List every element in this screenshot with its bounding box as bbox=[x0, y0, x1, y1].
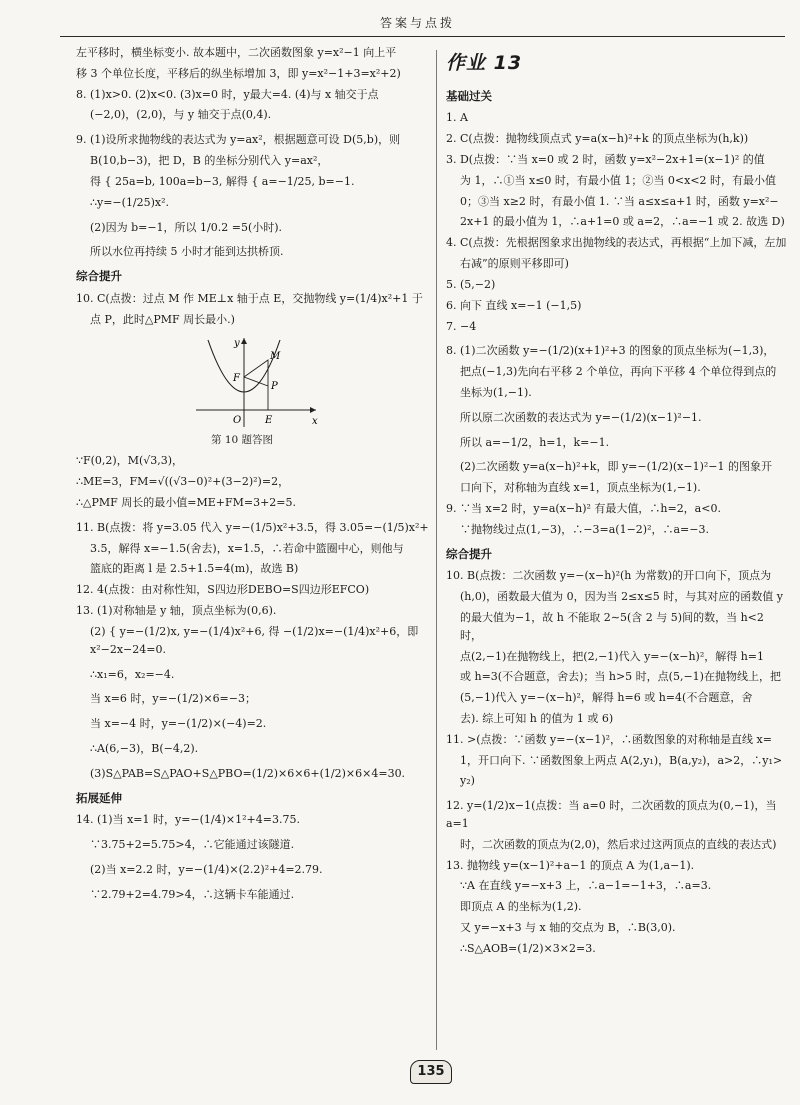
right-line: 2. C(点拨：抛物线顶点式 y=a(x−h)²+k 的顶点坐标为(h,k)) bbox=[446, 132, 749, 146]
right-line: 为 1，∴①当 x≤0 时，有最小值 1；②当 0<x<2 时，有最小值 bbox=[460, 173, 777, 187]
figure-container bbox=[186, 332, 326, 432]
right-line: 9. ∵当 x=2 时，y=a(x−h)² 有最大值，∴h=2，a<0. bbox=[446, 502, 721, 516]
left-line: 篮底的距离 l 是 2.5+1.5=4(m)，故选 B) bbox=[90, 562, 299, 576]
left-line: 所以水位再持续 5 小时才能到达拱桥顶. bbox=[90, 245, 284, 259]
fig-label-P: P bbox=[271, 381, 278, 393]
right-line: 5. (5,−2) bbox=[446, 277, 496, 291]
left-line: (3)S△PAB=S△PAO+S△PBO=(1/2)×6×6+(1/2)×6×4=30. bbox=[90, 766, 406, 780]
parabola-figure bbox=[186, 332, 326, 432]
right-line: y₂) bbox=[460, 774, 475, 788]
right-line: 又 y=−x+3 与 x 轴的交点为 B，∴B(3,0). bbox=[460, 921, 676, 935]
right-line: 2x+1 的最小值为 1，∴a+1=0 或 a=2，∴a=−1 或 2. 故选 D) bbox=[460, 215, 785, 229]
section-heading: 综合提升 bbox=[76, 269, 122, 284]
right-line: (5,−1)代入 y=−(x−h)²，解得 h=6 或 h=4(不合题意，舍 bbox=[460, 691, 753, 705]
homework-title: 作业 13 bbox=[446, 52, 523, 74]
fig-label-F: F bbox=[233, 373, 240, 385]
right-line: (h,0)，函数最大值为 0，因为当 2≤x≤5 时，与其对应的函数值 y bbox=[460, 590, 783, 604]
fig-label-x: x bbox=[312, 416, 318, 428]
left-line: 点 P，此时△PMF 周长最小.) bbox=[90, 312, 235, 326]
right-line: 12. y=(1/2)x−1(点拨：当 a=0 时，二次函数的顶点为(0,−1)，当 a=1 bbox=[446, 799, 777, 831]
column-divider bbox=[436, 50, 437, 1050]
right-line: 点(2,−1)在抛物线上，把(2,−1)代入 y=−(x−h)²，解得 h=1 bbox=[460, 649, 765, 663]
right-line: ∴S△AOB=(1/2)×3×2=3. bbox=[460, 941, 596, 955]
right-line: 0；③当 x≥2 时，有最小值 1. ∵当 a≤x≤a+1 时，函数 y=x²− bbox=[460, 194, 779, 208]
page-number: 135 bbox=[410, 1060, 452, 1084]
right-line: 1，开口向下. ∵函数图象上两点 A(2,y₁)，B(a,y₂)，a>2，∴y₁> bbox=[460, 753, 783, 767]
right-line: 7. −4 bbox=[446, 319, 477, 333]
left-line: ∴△PMF 周长的最小值=ME+FM=3+2=5. bbox=[76, 496, 297, 509]
right-line: 坐标为(1,−1). bbox=[460, 385, 532, 399]
right-line: 8. (1)二次函数 y=−(1/2)(x+1)²+3 的图象的顶点坐标为(−1,3)， bbox=[446, 344, 775, 358]
left-line: ∴x₁=6，x₂=−4. bbox=[90, 667, 175, 681]
right-line: 1. A bbox=[446, 111, 468, 125]
section-heading: 基础过关 bbox=[446, 88, 492, 103]
left-line: 当 x=6 时，y=−(1/2)×6=−3； bbox=[90, 692, 256, 706]
left-line: ∴ME=3，FM=√((√3−0)²+(3−2)²)=2， bbox=[76, 475, 290, 489]
left-line: 11. B(点拨：将 y=3.05 代入 y=−(1/5)x²+3.5，得 3.05=−(1/5)x²+ bbox=[76, 520, 429, 534]
right-line: 10. B(点拨：二次函数 y=−(x−h)²(h 为常数)的开口向下，顶点为 bbox=[446, 569, 772, 583]
header-title: 答案与点拨 bbox=[379, 16, 455, 30]
left-line: 得 { 25a=b, 100a=b−3, 解得 { a=−1/25, b=−1. bbox=[90, 174, 355, 188]
right-column bbox=[446, 44, 788, 961]
right-line: 把点(−1,3)先向右平移 2 个单位，再向下平移 4 个单位得到点的 bbox=[460, 365, 777, 379]
left-line: ∵2.79+2=4.79>4，∴这辆卡车能通过. bbox=[90, 887, 295, 901]
left-line: ∴y=−(1/25)x². bbox=[90, 195, 170, 209]
right-line: 6. 向下 直线 x=−1 (−1,5) bbox=[446, 298, 582, 312]
left-line: 移 3 个单位长度，平移后的纵坐标增加 3，即 y=x²−1+3=x²+2) bbox=[76, 66, 401, 80]
right-line: 口向下，对称轴为直线 x=1，顶点坐标为(1,−1). bbox=[460, 481, 701, 495]
left-line: 10. C(点拨：过点 M 作 ME⊥x 轴于点 E，交抛物线 y=(1/4)x²+1 于 bbox=[76, 291, 423, 305]
right-line: 去). 综上可知 h 的值为 1 或 6) bbox=[460, 711, 614, 725]
right-line: 的最大值为−1，故 h 不能取 2∼5(含 2 与 5)间的数，当 h<2 时， bbox=[460, 610, 764, 642]
section-heading: 综合提升 bbox=[446, 546, 492, 561]
left-line: (2)因为 b=−1，所以 1/0.2 =5(小时). bbox=[90, 220, 283, 234]
right-line: 时，二次函数的顶点为(2,0)，然后求过这两顶点的直线的表达式) bbox=[460, 837, 777, 851]
fig-label-E: E bbox=[265, 415, 273, 427]
left-column bbox=[76, 44, 431, 906]
right-line: 所以原二次函数的表达式为 y=−(1/2)(x−1)²−1. bbox=[460, 410, 702, 424]
right-line: 4. C(点拨：先根据图象求出抛物线的表达式，再根据“上加下减，左加 bbox=[446, 236, 787, 250]
page-footer bbox=[410, 1060, 450, 1090]
left-line: 14. (1)当 x=1 时，y=−(1/4)×1²+4=3.75. bbox=[76, 813, 300, 827]
left-line: 9. (1)设所求抛物线的表达式为 y=ax²，根据题意可设 D(5,b)，则 bbox=[76, 133, 401, 147]
right-line: 3. D(点拨：∵当 x=0 或 2 时，函数 y=x²−2x+1=(x−1)² 的值 bbox=[446, 153, 765, 167]
right-line: 或 h=3(不合题意，舍去)；当 h>5 时，点(5,−1)在抛物线上，把 bbox=[460, 670, 781, 684]
right-line: 13. 抛物线 y=(x−1)²+a−1 的顶点 A 为(1,a−1). bbox=[446, 858, 695, 872]
fig-label-O: O bbox=[233, 415, 242, 427]
figure-caption: 第 10 题答图 bbox=[211, 434, 274, 447]
right-line: ∵A 在直线 y=−x+3 上，∴a−1=−1+3，∴a=3. bbox=[460, 879, 712, 893]
left-line: (2) { y=−(1/2)x, y=−(1/4)x²+6, 得 −(1/2)x=−(1/4)x²+6，即 x²−2x−24=0. bbox=[90, 624, 419, 656]
right-line: (2)二次函数 y=a(x−h)²+k，即 y=−(1/2)(x−1)²−1 的图象开 bbox=[460, 460, 773, 474]
left-line: (−2,0)，(2,0)，与 y 轴交于点(0,4). bbox=[90, 108, 272, 122]
left-line: 当 x=−4 时，y=−(1/2)×(−4)=2. bbox=[90, 717, 267, 731]
left-line: ∵3.75+2=5.75>4，∴它能通过该隧道. bbox=[90, 838, 295, 851]
page-header bbox=[60, 0, 785, 37]
fig-label-M: M bbox=[270, 351, 281, 363]
left-line: 3.5，解得 x=−1.5(舍去)，x=1.5，∴若命中篮圈中心，则他与 bbox=[90, 541, 404, 555]
left-line: B(10,b−3)，把 D，B 的坐标分别代入 y=ax²， bbox=[90, 154, 329, 168]
section-heading: 拓展延伸 bbox=[76, 790, 122, 805]
left-line: ∵F(0,2)，M(√3,3)， bbox=[76, 454, 184, 468]
right-line: 即顶点 A 的坐标为(1,2). bbox=[460, 900, 582, 914]
right-line: 11. >(点拨：∵函数 y=−(x−1)²，∴函数图象的对称轴是直线 x= bbox=[446, 732, 772, 746]
left-line: 13. (1)对称轴是 y 轴，顶点坐标为(0,6). bbox=[76, 604, 277, 618]
left-line: (2)当 x=2.2 时，y=−(1/4)×(2.2)²+4=2.79. bbox=[90, 862, 323, 876]
left-line: 8. (1)x>0. (2)x<0. (3)x=0 时，y最大=4. (4)与 x 轴交于点 bbox=[76, 87, 379, 101]
left-line: ∴A(6,−3)，B(−4,2). bbox=[90, 741, 199, 755]
right-line: ∵抛物线过点(1,−3)，∴−3=a(1−2)²，∴a=−3. bbox=[460, 522, 709, 536]
left-line: 12. 4(点拨：由对称性知，S四边形DEBO=S四边形EFCO) bbox=[76, 583, 370, 597]
right-line: 所以 a=−1/2，h=1，k=−1. bbox=[460, 435, 610, 449]
right-line: 右减”的原则平移即可) bbox=[460, 257, 569, 271]
fig-label-y: y bbox=[234, 338, 240, 350]
left-line: 左平移时，横坐标变小. 故本题中，二次函数图象 y=x²−1 向上平 bbox=[76, 46, 397, 59]
